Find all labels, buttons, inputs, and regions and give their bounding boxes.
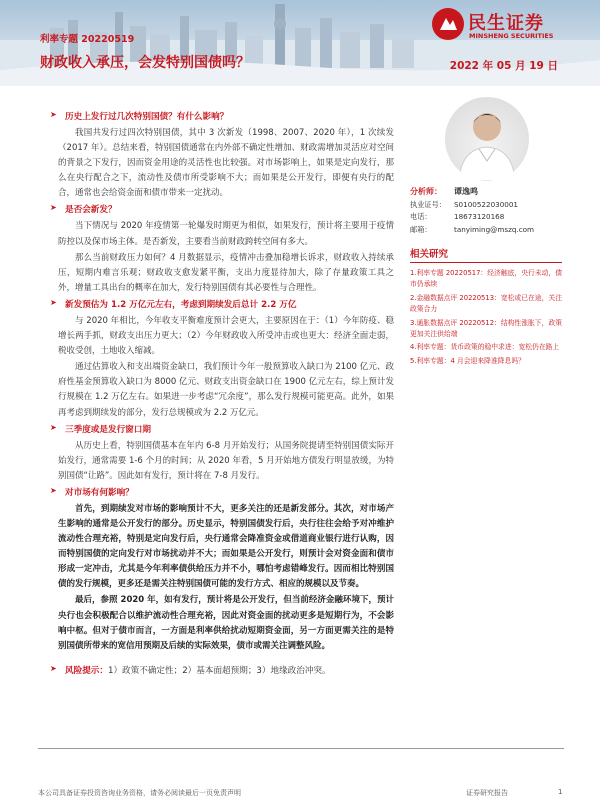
paragraph: 我国共发行过四次特别国债，其中 3 次新发（1998、2007、2020 年），1 次续发（2017 年）。总结来看，特别国债通常在内外部不确定性增加、财政需增加灵活应对空间的背景之下发行，因而资金用途的灵活性也比较强。对市场影响上，如果是定向发行，那么在央行配合之下，流动性及债市所受影响不大；而如果是公开发行，即便有央行的配合，通常也会给资金面和债市带来一定扰动。	[58, 128, 394, 199]
page-number: 1	[558, 788, 563, 796]
paragraph: 通过估算收入和支出端资金缺口，我们预计今年一般预算收入缺口为 2100 亿元、政府性基金预算收入缺口为 8000 亿元、财政支出资金缺口在 1900 亿元左右，综上预计发行规模在 1.2 万亿左右。如果进一步考虑“冗余度”，那么发行规模可能更高。此外，如果再考虑到期续发的部分，发行总规模或为 2.2 万亿元。	[58, 362, 394, 418]
logo-text-cn: 民生证券	[468, 13, 544, 34]
paragraph: 与 2020 年相比，今年收支平衡难度预计会更大，主要原因在于：（1）今年防疫、稳增长两手抓，财政支出压力更大；（2）今年财政收入所受冲击或也更大：经济全面走弱，税收受创，土地收入缩减。	[58, 315, 394, 357]
paragraph: 当下情况与 2020 年疫情第一轮爆发时期更为相似，如果发行，预计将主要用于疫情防控以及保市场主体。是否新发，主要看当前财政跨转空间有多大。	[58, 221, 394, 247]
analyst-name-row	[410, 186, 562, 199]
arrow-bullet-icon: ➤	[50, 485, 57, 495]
arrow-bullet-icon: ➤	[50, 663, 57, 673]
arrow-bullet-icon: ➤	[50, 203, 57, 213]
risk-label: 风险提示：	[65, 665, 108, 676]
paragraph: 那么当前财政压力如何？4 月数据显示，疫情冲击叠加稳增长诉求，财政收入持续承压，短期内难言乐观；财政收支愈发紧平衡，支出力度显待加大，除了存量政策工具之外，增量工具出台的概率在加大，发行特别国债有其必要性与合理性。	[58, 252, 394, 293]
paragraph: 首先，到期续发对市场的影响预计不大，更多关注的还是新发部分。其次，对市场产生影响的通常是公开发行的部分。历史显示，特别国债发行后，央行往往会给予对冲维护流动性合理充裕，特别是定向发行后，央行通常会降准资金或借道商业银行进行认购，因而特别国债的定向发行对市场扰动并不大；而如果是公开发行，则预计会对资金面和债市形成一定冲击，尤其是今年利率债供给压力并不小，哪怕考虑错峰发行。因而相比特别国债的发行规模，更多还是需关注特别国债可能的发行方式、相应的规模以及节奏。	[58, 503, 394, 590]
related-link[interactable]: 1.利率专题 20220517：经济触底，央行未动，债市仍承续	[410, 269, 562, 289]
related-research	[410, 246, 562, 369]
arrow-bullet-icon: ➤	[50, 422, 57, 432]
analyst-info	[410, 186, 562, 236]
risk-warning	[38, 664, 394, 676]
section	[38, 298, 394, 421]
report-tag: 利率专题 20220519	[40, 34, 135, 45]
analyst-name: 谭逸鸣	[454, 187, 478, 196]
main-content	[38, 108, 394, 676]
section-heading: ➤ 是否会新发？	[50, 203, 117, 216]
footer-report-type: 证券研究报告	[466, 789, 508, 797]
analyst-row: 邮箱： tanyiming@mszq.com	[410, 224, 562, 237]
footer-disclaimer: 本公司具备证券投资咨询业务资格，请务必阅读最后一页免责声明	[38, 789, 241, 797]
report-title: 财政收入承压，会发特别国债吗？	[40, 55, 250, 71]
related-link[interactable]: 3.通胀数据点评 20220512：结构性涨胀下，政策更加关注供给端	[410, 318, 562, 339]
arrow-bullet-icon: ➤	[50, 110, 57, 119]
section-heading: ➤ 三季度或是发行窗口期	[50, 422, 151, 435]
section-heading: ➤ 新发预估为 1.2 万亿元左右，考虑到期续发后总计 2.2 万亿	[50, 297, 297, 310]
section	[38, 486, 394, 654]
analyst-label: 分析师：	[410, 187, 442, 196]
section	[38, 203, 394, 295]
analyst-email[interactable]: tanyiming@mszq.com	[454, 224, 535, 234]
logo-text-en: MINSHENG SECURITIES	[469, 32, 554, 40]
section-heading: ➤ 历史上发行过几次特别国债？有什么影响？	[50, 110, 229, 122]
report-date: 2022 年 05 月 19 日	[449, 60, 558, 72]
paragraph: 最后，参照 2020 年，如有发行，预计将是公开发行，但当前经济金融环境下，预计央行也会积极配合以维护流动性合理充裕，因此对资金面的扰动更多是短期行为，不会影响中枢。但对于债市而言，一方面是利率供给扰动短期资金面，另一方面更需关注的是特别国债所带来的宽信用预期及后续的实际效果，债市或需关注调整风险。	[58, 595, 394, 651]
footer-divider	[38, 748, 564, 749]
analyst-row: 电话： 18673120168	[410, 212, 505, 221]
section	[38, 423, 394, 484]
arrow-bullet-icon: ➤	[50, 297, 57, 307]
analyst-row: 执业证号： S0100522030001	[410, 199, 519, 209]
header-banner	[0, 0, 600, 86]
logo-mark-icon	[432, 8, 464, 40]
minsheng-logo	[432, 8, 572, 44]
related-link[interactable]: 4.利率专题：货币政策的稳中求进：宽松仍在路上	[410, 343, 560, 352]
risk-text: 1）政策不确定性；2）基本面超预期；3）地缘政治冲突。	[107, 665, 331, 676]
section	[38, 110, 394, 201]
related-title: 相关研究	[410, 246, 562, 263]
analyst-photo	[445, 97, 529, 181]
paragraph: 从历史上看，特别国债基本在年内 6-8 月开始发行；从国务院提请至特别国债实际开始发行，通常需要 1-6 个月的时间；从 2020 年看，5 月开始地方债发行明显放缓，为特别国债“让路”。因此如有发行，预计将在 7-8 月发行。	[58, 440, 394, 481]
related-link[interactable]: 5.利率专题：4 月会迎来降准降息吗？	[410, 356, 525, 365]
related-link[interactable]: 2.金融数据点评 20220513：宽松或已在途，关注政策合力	[410, 293, 562, 314]
section-heading: ➤ 对市场有何影响？	[50, 485, 134, 498]
